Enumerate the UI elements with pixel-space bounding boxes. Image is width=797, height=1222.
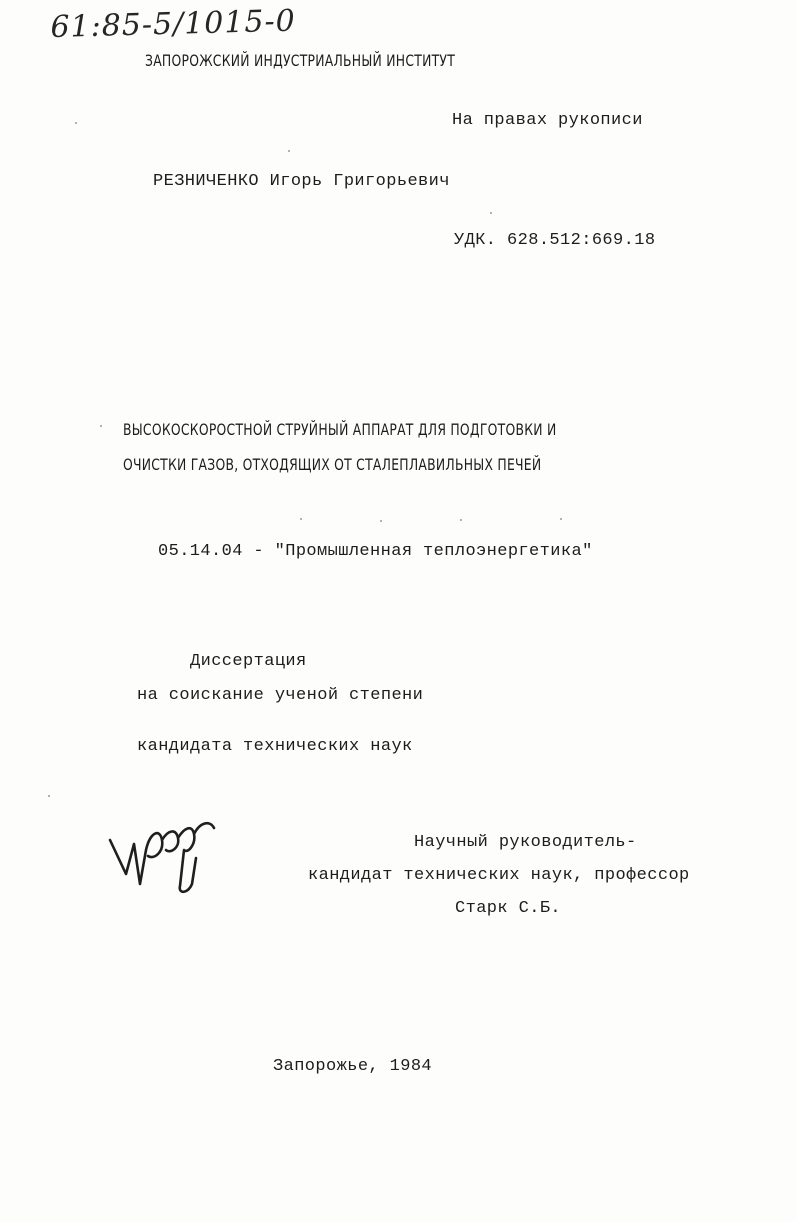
institute-name: ЗАПОРОЖСКИЙ ИНДУСТРИАЛЬНЫЙ ИНСТИТУТ: [145, 51, 456, 70]
degree-name: кандидата технических наук: [137, 737, 413, 756]
scan-speck: [490, 212, 492, 214]
scan-speck: [560, 518, 562, 520]
dissertation-label: Диссертация: [190, 652, 307, 671]
archive-handwritten-number: 61:85-5/1015-0: [50, 3, 297, 45]
scan-speck: [288, 150, 290, 152]
signature: [104, 810, 224, 900]
author-name: РЕЗНИЧЕНКО Игорь Григорьевич: [153, 172, 450, 191]
rights-note: На правах рукописи: [452, 111, 643, 130]
scan-speck: [100, 425, 102, 427]
specialty-code: 05.14.04 - "Промышленная теплоэнергетика": [158, 542, 593, 561]
supervisor-degree: кандидат технических наук, профессор: [308, 866, 690, 885]
degree-purpose: на соискание ученой степени: [137, 686, 424, 705]
supervisor-title: Научный руководитель-: [414, 833, 637, 852]
scan-speck: [380, 520, 382, 522]
udc-code: УДК. 628.512:669.18: [454, 231, 656, 250]
title-line-1: ВЫСОКОСКОРОСТНОЙ СТРУЙНЫЙ АППАРАТ ДЛЯ ПОДГОТОВКИ И: [123, 420, 557, 439]
scan-speck: [75, 122, 77, 124]
title-line-2: ОЧИСТКИ ГАЗОВ, ОТХОДЯЩИХ ОТ СТАЛЕПЛАВИЛЬНЫХ ПЕЧЕЙ: [123, 455, 542, 474]
scan-speck: [48, 795, 50, 797]
scan-speck: [300, 518, 302, 520]
city-year: Запорожье, 1984: [273, 1057, 433, 1076]
supervisor-name: Старк С.Б.: [455, 899, 562, 918]
scan-speck: [460, 519, 462, 521]
